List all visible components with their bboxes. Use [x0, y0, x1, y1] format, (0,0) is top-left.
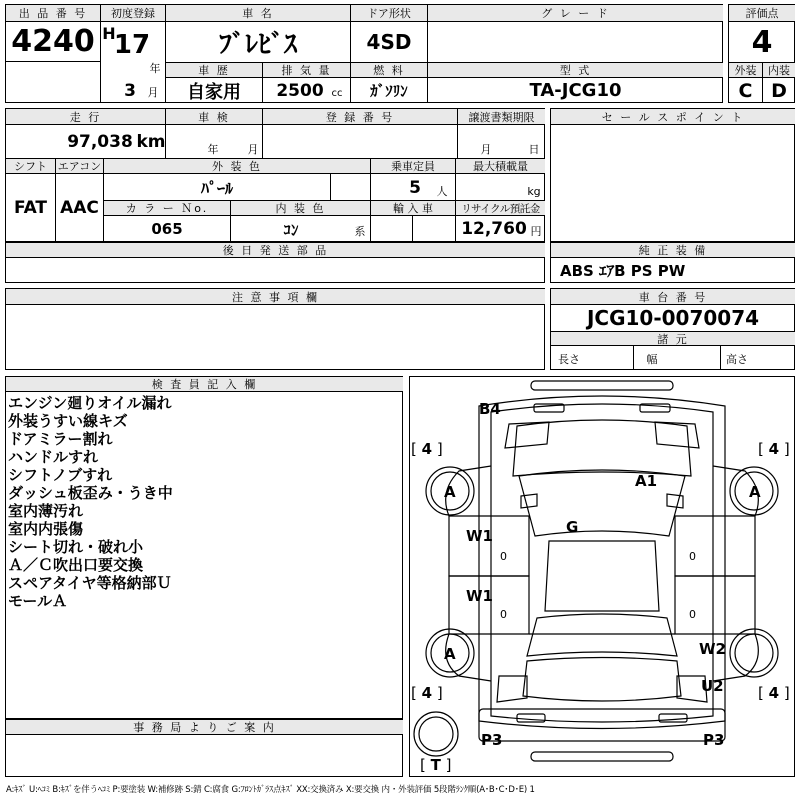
import-label: 輸 入 車 — [371, 201, 455, 215]
car-name-label: 車 名 — [166, 5, 350, 21]
era: H — [102, 23, 116, 43]
int-color-value: ｺﾝ — [283, 220, 299, 239]
ac-value: AAC — [60, 198, 99, 218]
month-unit: 月 — [147, 86, 159, 99]
exterior-label: 外装 — [729, 63, 762, 77]
lot-number: 4240 — [11, 24, 95, 59]
inspection-month-unit: 月 — [247, 143, 259, 156]
width-label: 幅 — [646, 353, 658, 366]
height-label: 高さ — [726, 353, 748, 366]
load-label: 最大積載量 — [456, 159, 545, 173]
displacement-value: 2500 — [276, 80, 324, 101]
caution-label: 注 意 事 項 欄 — [6, 289, 545, 304]
int-color-label: 内 装 色 — [231, 201, 370, 215]
genuine-value: ABS ｴｱB PS PW — [560, 262, 686, 280]
displacement-label: 排 気 量 — [263, 63, 350, 77]
usage-value: 自家用 — [187, 81, 241, 103]
tire-mark-front-right: A — [749, 483, 761, 501]
fuel-label: 燃 料 — [351, 63, 427, 77]
inspection-year-unit: 年 — [207, 143, 219, 156]
mileage-value: 97,038 — [67, 132, 133, 152]
door-zero-mark: 0 — [689, 608, 696, 621]
interior-label: 内装 — [763, 63, 795, 77]
chassis-value: JCG10-0070074 — [586, 306, 760, 330]
model-value: TA-JCG10 — [529, 80, 622, 101]
mileage-unit: km — [136, 132, 166, 152]
damage-mark-u2: U2 — [701, 677, 724, 695]
damage-mark-w2: W2 — [699, 640, 726, 658]
fuel-value: ｶﾞｿﾘﾝ — [370, 82, 408, 100]
inspector-note: 室内薄汚れ — [8, 502, 84, 520]
displacement-unit: cc — [331, 87, 343, 99]
inspector-note: エンジン廻りオイル漏れ — [8, 394, 172, 412]
damage-mark-g: G — [566, 518, 579, 536]
damage-mark-w1-rear: W1 — [466, 587, 493, 605]
length-label: 長さ — [558, 353, 580, 366]
first-reg-label: 初度登録 — [101, 5, 165, 21]
capacity-value: 5 — [409, 178, 421, 198]
car-name: ﾌﾞﾚﾋﾞｽ — [218, 29, 297, 60]
inspector-note: スペアタイヤ等格納部Ｕ — [8, 574, 172, 592]
recycle-unit: 円 — [530, 225, 542, 238]
spare-tire-code: [ T ] — [420, 756, 452, 774]
score-label: 評価点 — [729, 5, 795, 21]
inspector-note: シート切れ・破れ小 — [8, 538, 144, 556]
tire-code-rear-right: [ 4 ] — [758, 684, 790, 702]
tire-code-front-left: [ 4 ] — [411, 440, 443, 458]
later-parts-label: 後 日 発 送 部 品 — [6, 243, 545, 257]
transfer-label: 譲渡書類期限 — [458, 109, 545, 124]
grade-value — [428, 22, 723, 62]
inspector-note: ハンドルすれ — [8, 448, 99, 466]
inspector-note: Ａ／Ｃ吹出口要交換 — [8, 556, 144, 574]
damage-mark-a1: A1 — [635, 472, 658, 490]
color-no-value: 065 — [151, 220, 183, 238]
door-zero-mark: 0 — [500, 550, 507, 563]
inspector-label: 検 査 員 記 入 欄 — [6, 377, 403, 391]
door-zero-mark: 0 — [500, 608, 507, 621]
shift-value: FAT — [13, 198, 48, 218]
ac-label: エアコン — [57, 160, 102, 173]
usage-label: 車 歴 — [166, 63, 262, 77]
damage-mark-p3-right: P3 — [703, 731, 725, 749]
inspector-note: ドアミラー割れ — [8, 430, 113, 448]
transfer-month-unit: 月 — [480, 143, 492, 156]
tire-mark-rear-left: A — [444, 645, 456, 663]
door-zero-mark: 0 — [689, 550, 696, 563]
inspector-note: ダッシュ板歪み・うき中 — [8, 484, 173, 502]
door-label: ドア形状 — [351, 5, 427, 21]
capacity-unit: 人 — [436, 185, 448, 198]
ext-color-value: ﾊﾟｰﾙ — [200, 178, 233, 198]
door-type: 4SD — [366, 30, 412, 54]
inspector-note: 外装うすい線キズ — [8, 412, 128, 430]
sales-point-block — [550, 108, 795, 242]
lot-label: 出 品 番 号 — [6, 5, 100, 21]
office-label: 事 務 局 よ り ご 案 内 — [6, 720, 403, 734]
transfer-day-unit: 日 — [528, 143, 540, 156]
mileage-label: 走 行 — [6, 109, 165, 124]
genuine-label: 純 正 装 備 — [551, 243, 795, 257]
first-reg-month: 3 — [124, 80, 136, 101]
tire-code-front-right: [ 4 ] — [758, 440, 790, 458]
exterior-grade: C — [738, 79, 753, 102]
sales-point-label: セ ー ル ス ポ イ ン ト — [551, 109, 795, 124]
inspection-label: 車 検 — [166, 109, 262, 124]
score-value: 4 — [751, 24, 773, 60]
tire-mark-front-left: A — [444, 483, 456, 501]
tire-code-rear-left: [ 4 ] — [411, 684, 443, 702]
chassis-label: 車 台 番 号 — [551, 289, 795, 304]
inspector-note: シフトノブすれ — [8, 466, 113, 484]
shift-label: シフト — [6, 159, 55, 173]
inspector-note: 室内内張傷 — [8, 520, 84, 538]
interior-grade: D — [771, 79, 787, 102]
reg-no-label: 登 録 番 号 — [263, 109, 457, 124]
capacity-label: 乗車定員 — [371, 159, 455, 173]
first-reg-year: 17 — [113, 30, 151, 60]
damage-mark-b4: B4 — [479, 400, 501, 418]
car-diagram — [409, 376, 795, 777]
damage-mark-p3-left: P3 — [481, 731, 503, 749]
load-unit: kg — [527, 184, 541, 198]
grade-label: グ レ ー ド — [428, 5, 723, 21]
int-color-unit: 系 — [354, 225, 366, 238]
damage-mark-w1-front: W1 — [466, 527, 493, 545]
color-no-label: カ ラ ー Ｎo. — [104, 201, 230, 215]
year-unit: 年 — [149, 62, 161, 75]
damage-legend: A:ｷｽﾞ U:ﾍｺﾐ B:ｷｽﾞを伴うﾍｺﾐ P:要塗装 W:補修跡 S:錆 C:腐食 G:ﾌﾛﾝﾄｶﾞﾗｽ点ｷｽﾞ XX:交換済み X:要交換 内・外装評価 5段階ﾗﾝｸ順(A･B･C･D･E) 1 — [6, 785, 535, 795]
specs-label: 諸 元 — [551, 332, 795, 345]
recycle-value: 12,760 — [461, 219, 527, 239]
model-label: 型 式 — [428, 63, 723, 77]
ext-color-label: 外 装 色 — [104, 159, 370, 173]
inspector-note: モールＡ — [8, 592, 68, 610]
recycle-label: リサイクル預託金 — [456, 201, 545, 215]
